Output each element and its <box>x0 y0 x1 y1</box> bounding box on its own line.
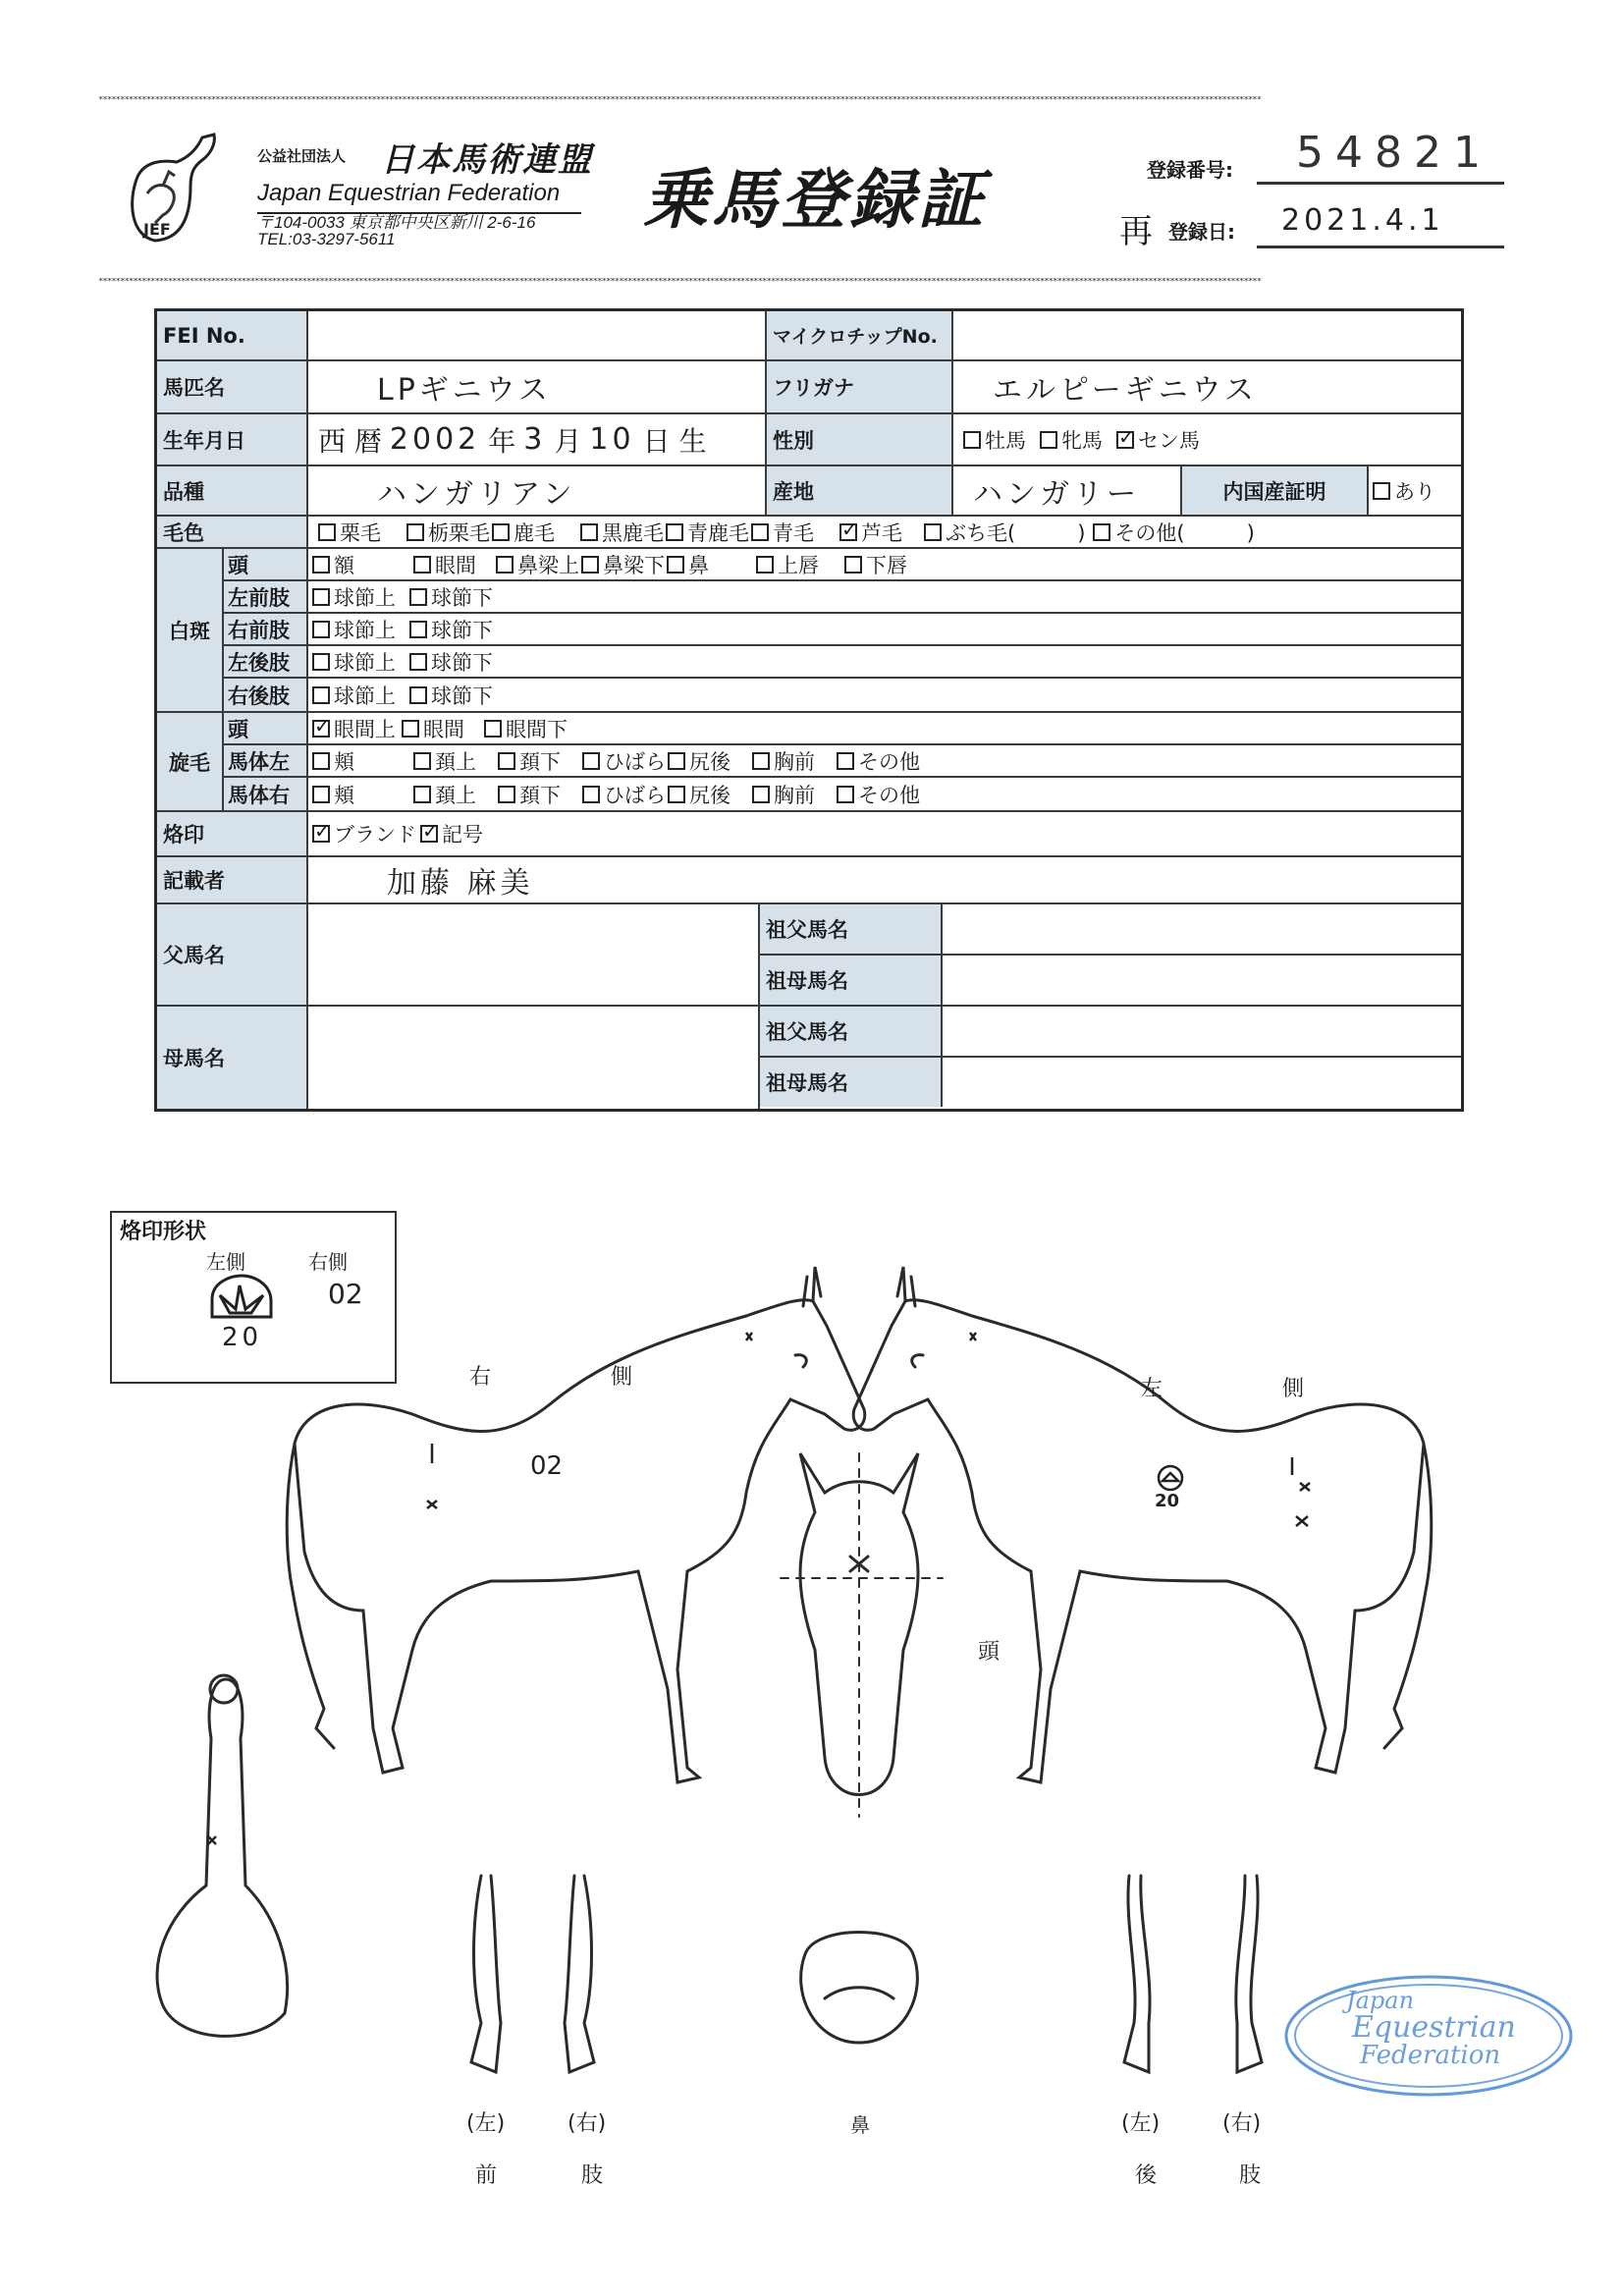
option-label: 球節上 <box>334 683 396 708</box>
option-label: 眼間 <box>435 553 476 577</box>
breed-label: 品種 <box>157 466 308 515</box>
white-row-label: 左前肢 <box>222 581 308 612</box>
birth-year-unit: 年 <box>488 424 516 458</box>
origin-label: 産地 <box>767 466 953 515</box>
org-name-en: Japan Equestrian Federation <box>257 180 561 206</box>
microchip-label: マイクロチップNo. <box>767 311 953 359</box>
option-label: ひばら <box>604 783 666 807</box>
option-label: 頚下 <box>519 749 561 774</box>
birth-year: 2002 <box>389 422 481 457</box>
brand-shape-title: 烙印形状 <box>120 1220 207 1244</box>
sire-label: 父馬名 <box>157 904 308 1005</box>
option-label: ぶち毛( ) <box>946 520 1086 545</box>
jef-seal-stamp <box>1281 1969 1576 2102</box>
svg-text:JEF: JEF <box>143 220 171 239</box>
hind-legs-label-2: 肢 <box>1239 2163 1262 2188</box>
registration-date: 2021.4.1 <box>1281 203 1444 238</box>
front-right-label: (右) <box>568 2111 607 2136</box>
option-label: 頚上 <box>435 749 476 774</box>
white-markings-label: 白斑 <box>157 549 222 711</box>
whorls-label: 旋毛 <box>157 713 222 810</box>
brand-left-label: 左側 <box>206 1250 245 1274</box>
option-label: 眼間上 <box>334 717 396 741</box>
left-side-brand-mark: 20 <box>1155 1491 1180 1511</box>
birth-date-label: 生年月日 <box>157 414 308 465</box>
coat-color-label: 毛色 <box>157 517 308 547</box>
document-title: 乗馬登録証 <box>643 162 987 238</box>
recorder-label: 記載者 <box>157 857 308 902</box>
option-label: 黒鹿毛 <box>602 520 664 545</box>
option-label: 球節下 <box>431 618 493 642</box>
white-row-label: 右前肢 <box>222 614 308 644</box>
granddam-label: 祖母馬名 <box>760 956 943 1005</box>
option-label: 頚上 <box>435 783 476 807</box>
birth-era: 西 暦 <box>318 424 382 458</box>
option-label: 鼻 <box>688 553 709 577</box>
re-registration-mark: 再 <box>1119 212 1153 251</box>
option-label: 球節上 <box>334 585 396 610</box>
option-label: 尻後 <box>689 783 730 807</box>
option-label: 球節上 <box>334 618 396 642</box>
origin-field[interactable]: ハンガリー <box>953 466 1182 515</box>
option-label: 胸前 <box>774 783 815 807</box>
option-label: 牡馬 <box>985 428 1026 453</box>
white-row-label: 左後肢 <box>222 646 308 677</box>
fei-no-label: FEI No. <box>157 311 308 359</box>
option-label: セン馬 <box>1138 428 1200 453</box>
brand-right-value: 02 <box>328 1278 363 1310</box>
option-label: 芦毛 <box>861 520 902 545</box>
breed-field[interactable]: ハンガリアン <box>308 466 767 515</box>
brand-right-label: 右側 <box>308 1250 348 1274</box>
head-label: 頭 <box>978 1640 1001 1665</box>
option-label: 栃栗毛 <box>428 520 490 545</box>
option-label: 鼻梁上 <box>517 553 579 577</box>
grandsire-label: 祖父馬名 <box>760 1007 943 1056</box>
tel-line: TEL:03-3297-5611 <box>257 230 396 248</box>
option-label: ブランド <box>334 823 416 847</box>
option-label: ひばら <box>604 749 666 774</box>
brand-label: 烙印 <box>157 812 308 855</box>
right-side-brand-mark: 02 <box>530 1451 564 1481</box>
option-label: 記号 <box>442 823 483 847</box>
furigana-field[interactable]: エルピーギニウス <box>993 373 1258 408</box>
nose-label: 鼻 <box>850 2113 870 2137</box>
option-label: 鹿毛 <box>514 520 555 545</box>
sex-label: 性別 <box>767 414 953 465</box>
option-label: その他( ) <box>1114 520 1255 545</box>
option-label: 胸前 <box>774 749 815 774</box>
stamp-line-3: Federation <box>1360 2041 1501 2070</box>
whorl-row-label: 馬体左 <box>222 745 308 776</box>
option-label: 眼間下 <box>506 717 568 741</box>
hind-right-label: (右) <box>1222 2111 1262 2136</box>
bottom-decor-border: **************************************************************************************************************************************************************************************************************************************************************************** <box>98 278 1262 286</box>
option-label: 青毛 <box>773 520 814 545</box>
stamp-line-1: Japan <box>1346 1987 1415 2014</box>
option-label: 頬 <box>334 749 354 774</box>
option-label: 尻後 <box>689 749 730 774</box>
front-legs-label-1: 前 <box>475 2163 498 2188</box>
hind-legs-label-1: 後 <box>1135 2163 1158 2188</box>
right-side-label: 右 側 <box>469 1365 659 1390</box>
whorl-row-label: 頭 <box>222 713 308 743</box>
top-decor-border: **************************************************************************************************************************************************************************************************************************************************************************** <box>98 96 1262 104</box>
birth-day-unit: 日 生 <box>642 424 707 458</box>
option-label: 牝馬 <box>1061 428 1103 453</box>
brand-left-number: 20 <box>222 1323 263 1352</box>
grandsire-label: 祖父馬名 <box>760 904 943 954</box>
front-left-label: (左) <box>466 2111 506 2136</box>
option-label: 青鹿毛 <box>687 520 749 545</box>
birth-month: 3 <box>523 422 547 457</box>
granddam-label: 祖母馬名 <box>760 1058 943 1107</box>
org-prefix: 公益社団法人 <box>257 147 347 165</box>
birth-day: 10 <box>589 422 635 457</box>
recorder-field[interactable]: 加藤 麻美 <box>387 866 534 901</box>
registration-number: 54821 <box>1296 128 1492 178</box>
registration-date-label: 登録日: <box>1168 220 1235 244</box>
registration-number-label: 登録番号: <box>1147 158 1233 182</box>
option-label: その他 <box>858 783 920 807</box>
dam-label: 母馬名 <box>157 1007 308 1109</box>
stamp-line-2: Equestrian <box>1352 2010 1516 2045</box>
option-label: 球節下 <box>431 650 493 675</box>
option-label: 球節上 <box>334 650 396 675</box>
option-label: その他 <box>858 749 920 774</box>
option-label: 額 <box>334 553 354 577</box>
horse-name-field[interactable]: LPギニウス <box>308 361 767 412</box>
option-label: 頬 <box>334 783 354 807</box>
option-label: あり <box>1394 479 1435 504</box>
option-label: 鼻梁下 <box>603 553 665 577</box>
option-label: 頚下 <box>519 783 561 807</box>
left-side-label: 左 側 <box>1141 1377 1330 1401</box>
birth-month-unit: 月 <box>554 424 582 458</box>
option-label: 球節下 <box>431 683 493 708</box>
domestic-cert-label: 内国産証明 <box>1182 466 1369 515</box>
front-legs-label-2: 肢 <box>581 2163 604 2188</box>
option-label: 眼間 <box>423 717 464 741</box>
option-label: 球節下 <box>431 585 493 610</box>
option-label: 上唇 <box>778 553 819 577</box>
hind-left-label: (左) <box>1121 2111 1161 2136</box>
address-line: 〒104-0033 東京都中央区新川 2-6-16 <box>257 213 536 232</box>
white-row-label: 右後肢 <box>222 679 308 711</box>
option-label: 下唇 <box>866 553 907 577</box>
whorl-row-label: 馬体右 <box>222 778 308 810</box>
furigana-label: フリガナ <box>767 361 953 412</box>
option-label: 栗毛 <box>340 520 381 545</box>
white-row-label: 頭 <box>222 549 308 579</box>
org-name-jp: 日本馬術連盟 <box>381 140 593 180</box>
horse-name-label: 馬匹名 <box>157 361 308 412</box>
